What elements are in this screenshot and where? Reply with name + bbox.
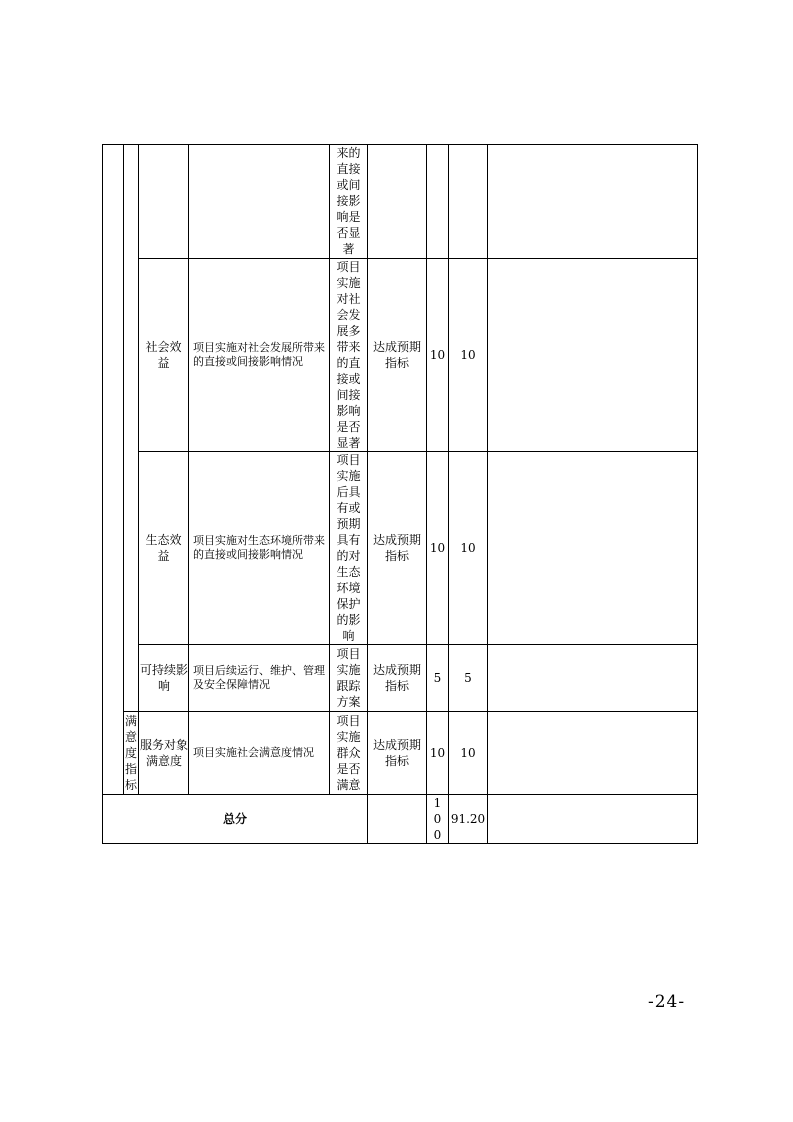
indicator-cell [139,645,189,712]
standard-cell [330,645,368,712]
first-level-indicator-cell [103,145,124,795]
total-weight-text: 100 [433,796,442,842]
page-number: -24- [648,992,686,1012]
standard-text: 来的直接或间接影响是否显著 [336,146,361,256]
total-label-cell: 总分 [103,795,368,844]
note-cell [488,259,698,452]
weight-cell: 10 [427,452,449,645]
indicator-text: 社会效益 [145,340,182,370]
total-score-cell: 91.20 [449,795,488,844]
score-cell: 10 [449,259,488,452]
note-cell [488,452,698,645]
score-cell: 5 [449,645,488,712]
total-weight-cell [427,795,449,844]
indicator-text: 生态效益 [145,533,182,563]
indicator-cell [139,145,189,259]
table-row-ecological-benefit [103,452,698,645]
weight-cell: 5 [427,645,449,712]
table-row-continued [103,145,698,259]
value-text: 达成预期指标 [372,663,421,693]
score-cell [449,145,488,259]
category-text: 满意度指标 [124,714,137,792]
score-cell: 10 [449,712,488,795]
content-cell: 项目实施对生态环境所带来的直接或间接影响情况 [189,452,330,645]
standard-cell [330,452,368,645]
weight-cell: 10 [427,712,449,795]
value-text: 达成预期指标 [372,533,421,563]
second-level-indicator-cell [124,145,139,712]
indicator-text: 服务对象满意度 [139,738,188,768]
category-cell [124,712,139,795]
indicator-cell [139,259,189,452]
indicator-text: 可持续影响 [139,663,188,693]
content-cell: 项目实施社会满意度情况 [189,712,330,795]
value-cell [368,259,427,452]
indicator-cell [139,452,189,645]
value-cell [368,645,427,712]
value-cell [368,145,427,259]
content-cell [189,145,330,259]
indicator-cell [139,712,189,795]
content-cell: 项目实施对社会发展所带来的直接或间接影响情况 [189,259,330,452]
value-text: 达成预期指标 [372,738,421,768]
standard-text: 项目实施跟踪方案 [336,647,361,709]
standard-cell [330,145,368,259]
standard-cell [330,259,368,452]
standard-text: 项目实施对社会发展多带来的直接或间接影响是否显著 [336,260,361,450]
value-cell [368,452,427,645]
value-cell [368,712,427,795]
note-cell [488,712,698,795]
content-cell: 项目后续运行、维护、管理及安全保障情况 [189,645,330,712]
table-row-sustainable-impact [103,645,698,712]
score-cell: 10 [449,452,488,645]
weight-cell [427,145,449,259]
note-cell [488,145,698,259]
performance-table [102,144,698,844]
standard-text: 项目实施后具有或预期具有的对生态环境保护的影响 [336,453,361,643]
table-row-satisfaction [103,712,698,795]
standard-text: 项目实施群众是否满意 [336,714,361,792]
total-value-cell [368,795,427,844]
table-row-total [103,795,698,844]
total-note-cell [488,795,698,844]
table-row-social-benefit [103,259,698,452]
standard-cell [330,712,368,795]
note-cell [488,645,698,712]
value-text: 达成预期指标 [372,340,421,370]
weight-cell: 10 [427,259,449,452]
